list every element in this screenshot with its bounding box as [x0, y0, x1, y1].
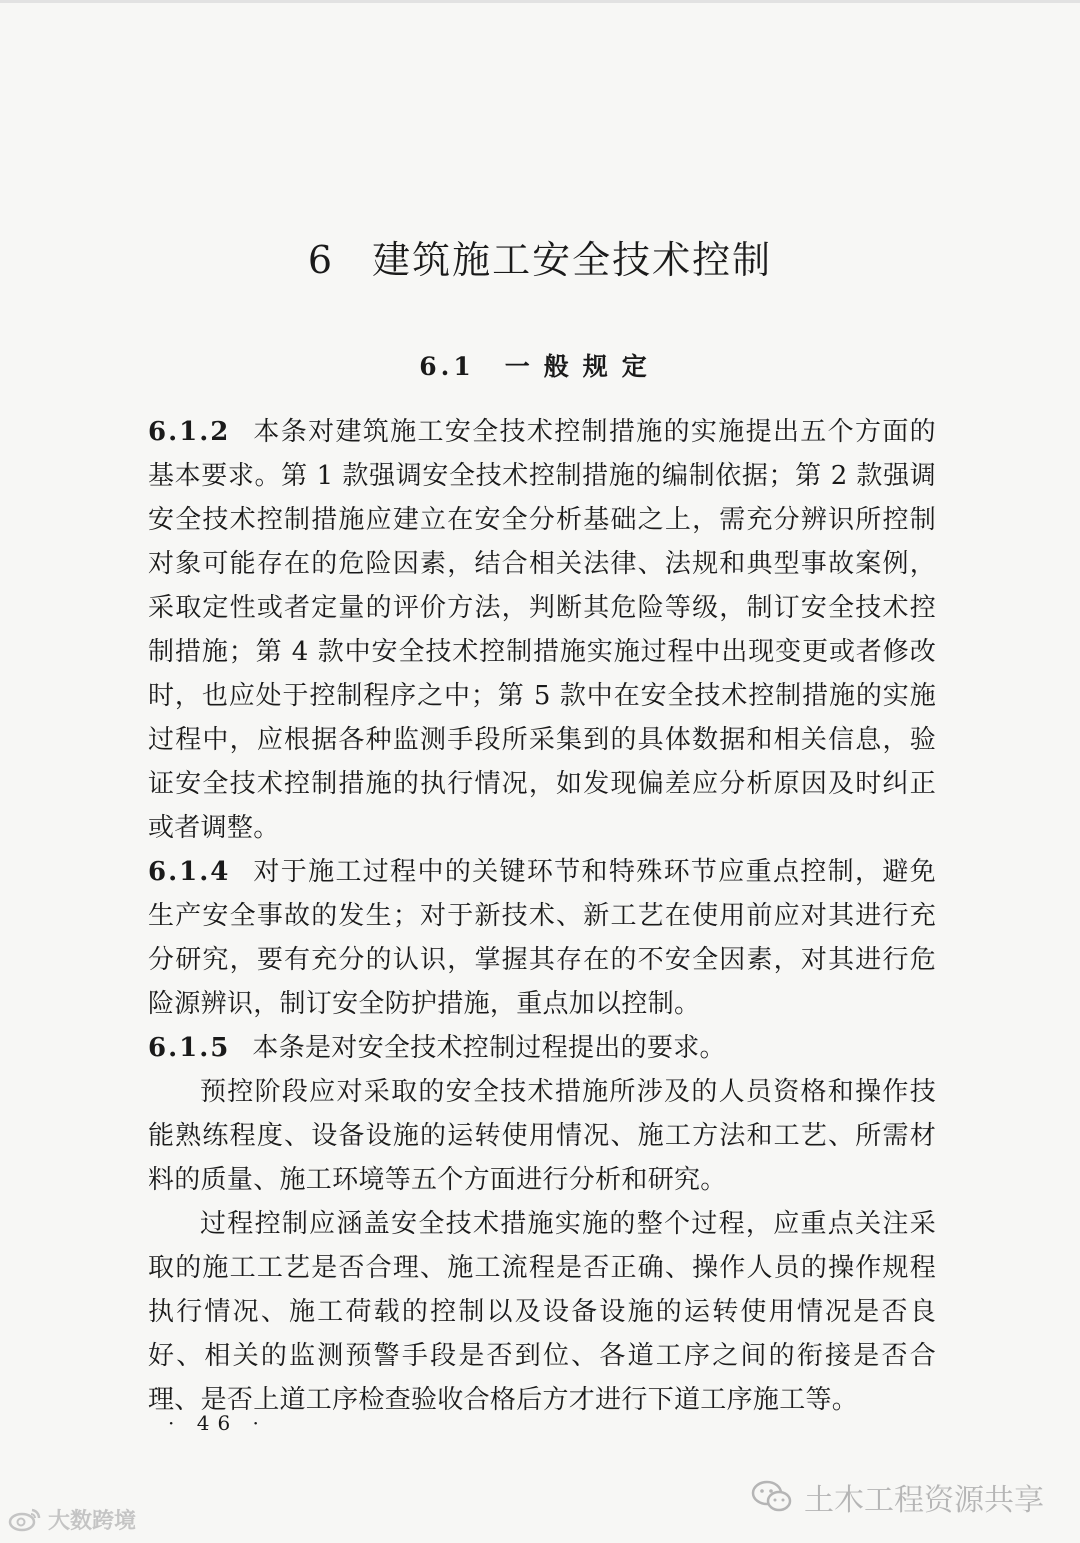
watermark-left-text: 大数跨境 [48, 1508, 137, 1534]
watermark-left [8, 1502, 136, 1536]
paragraph-text: 过程控制应涵盖安全技术措施实施的整个过程，应重点关注采取的施工工艺是否合理、施工流程是否正确、操作人员的操作规程执行情况、施工荷载的控制以及设备设施的运转使用情况是否良好、相关的监测预警手段是否到位、各道工序之间的衔接是否合理、是否上道工序检查验收合格后方才进行下道工序施工等。 [148, 1209, 936, 1415]
paragraph-text: 对于施工过程中的关键环节和特殊环节应重点控制，避免生产安全事故的发生；对于新技术、新工艺在使用前应对其进行充分研究，要有充分的认识，掌握其存在的不安全因素，对其进行危险源辨识，制订安全防护措施，重点加以控制。 [148, 857, 936, 1019]
clause-number: 6.1.4 [148, 857, 231, 887]
paragraph-6-1-4 [148, 850, 936, 1026]
weibo-icon [8, 1506, 42, 1532]
paragraph-text: 预控阶段应对采取的安全技术措施所涉及的人员资格和操作技能熟练程度、设备设施的运转使用情况、施工方法和工艺、所需材料的质量、施工环境等五个方面进行分析和研究。 [148, 1077, 936, 1195]
clause-number: 6.1.5 [148, 1033, 231, 1063]
watermark-right [750, 1474, 1044, 1520]
paragraph-text: 本条是对安全技术控制过程提出的要求。 [252, 1033, 726, 1063]
document-body [148, 410, 936, 1422]
watermark-right-text: 土木工程资源共享 [804, 1483, 1044, 1518]
paragraph-process-control [148, 1202, 936, 1422]
paragraph-6-1-5 [148, 1026, 936, 1070]
section-title [0, 345, 1080, 389]
chapter-number: 6 [307, 238, 335, 282]
page-top-border [0, 0, 1080, 3]
wechat-icon [750, 1479, 794, 1515]
section-number: 6.1 [419, 352, 475, 381]
chapter-title-text: 建筑施工安全技术控制 [372, 238, 773, 282]
page-number: · 46 · [168, 1411, 267, 1435]
paragraph-text: 本条对建筑施工安全技术控制措施的实施提出五个方面的基本要求。第 1 款强调安全技术控制措施的编制依据；第 2 款强调安全技术控制措施应建立在安全分析基础之上，需充分辨识所控制对象可能存在的危险因素，结合相关法律、法规和典型事故案例，采取定性或者定量的评价方法，判断其危险等级，制订安全技术控制措施；第 4 款中安全技术控制措施实施过程中出现变更或者修改时，也应处于控制程序之中；第 5 款中在安全技术控制措施的实施过程中，应根据各种监测手段所采集到的具体数据和相关信息，验证安全技术控制措施的执行情况，如发现偏差应分析原因及时纠正或者调整。 [148, 417, 936, 843]
paragraph-6-1-2 [148, 410, 936, 850]
paragraph-precontrol [148, 1070, 936, 1202]
section-title-text: 一般规定 [504, 352, 661, 381]
clause-number: 6.1.2 [148, 417, 231, 447]
chapter-title [0, 232, 1080, 288]
